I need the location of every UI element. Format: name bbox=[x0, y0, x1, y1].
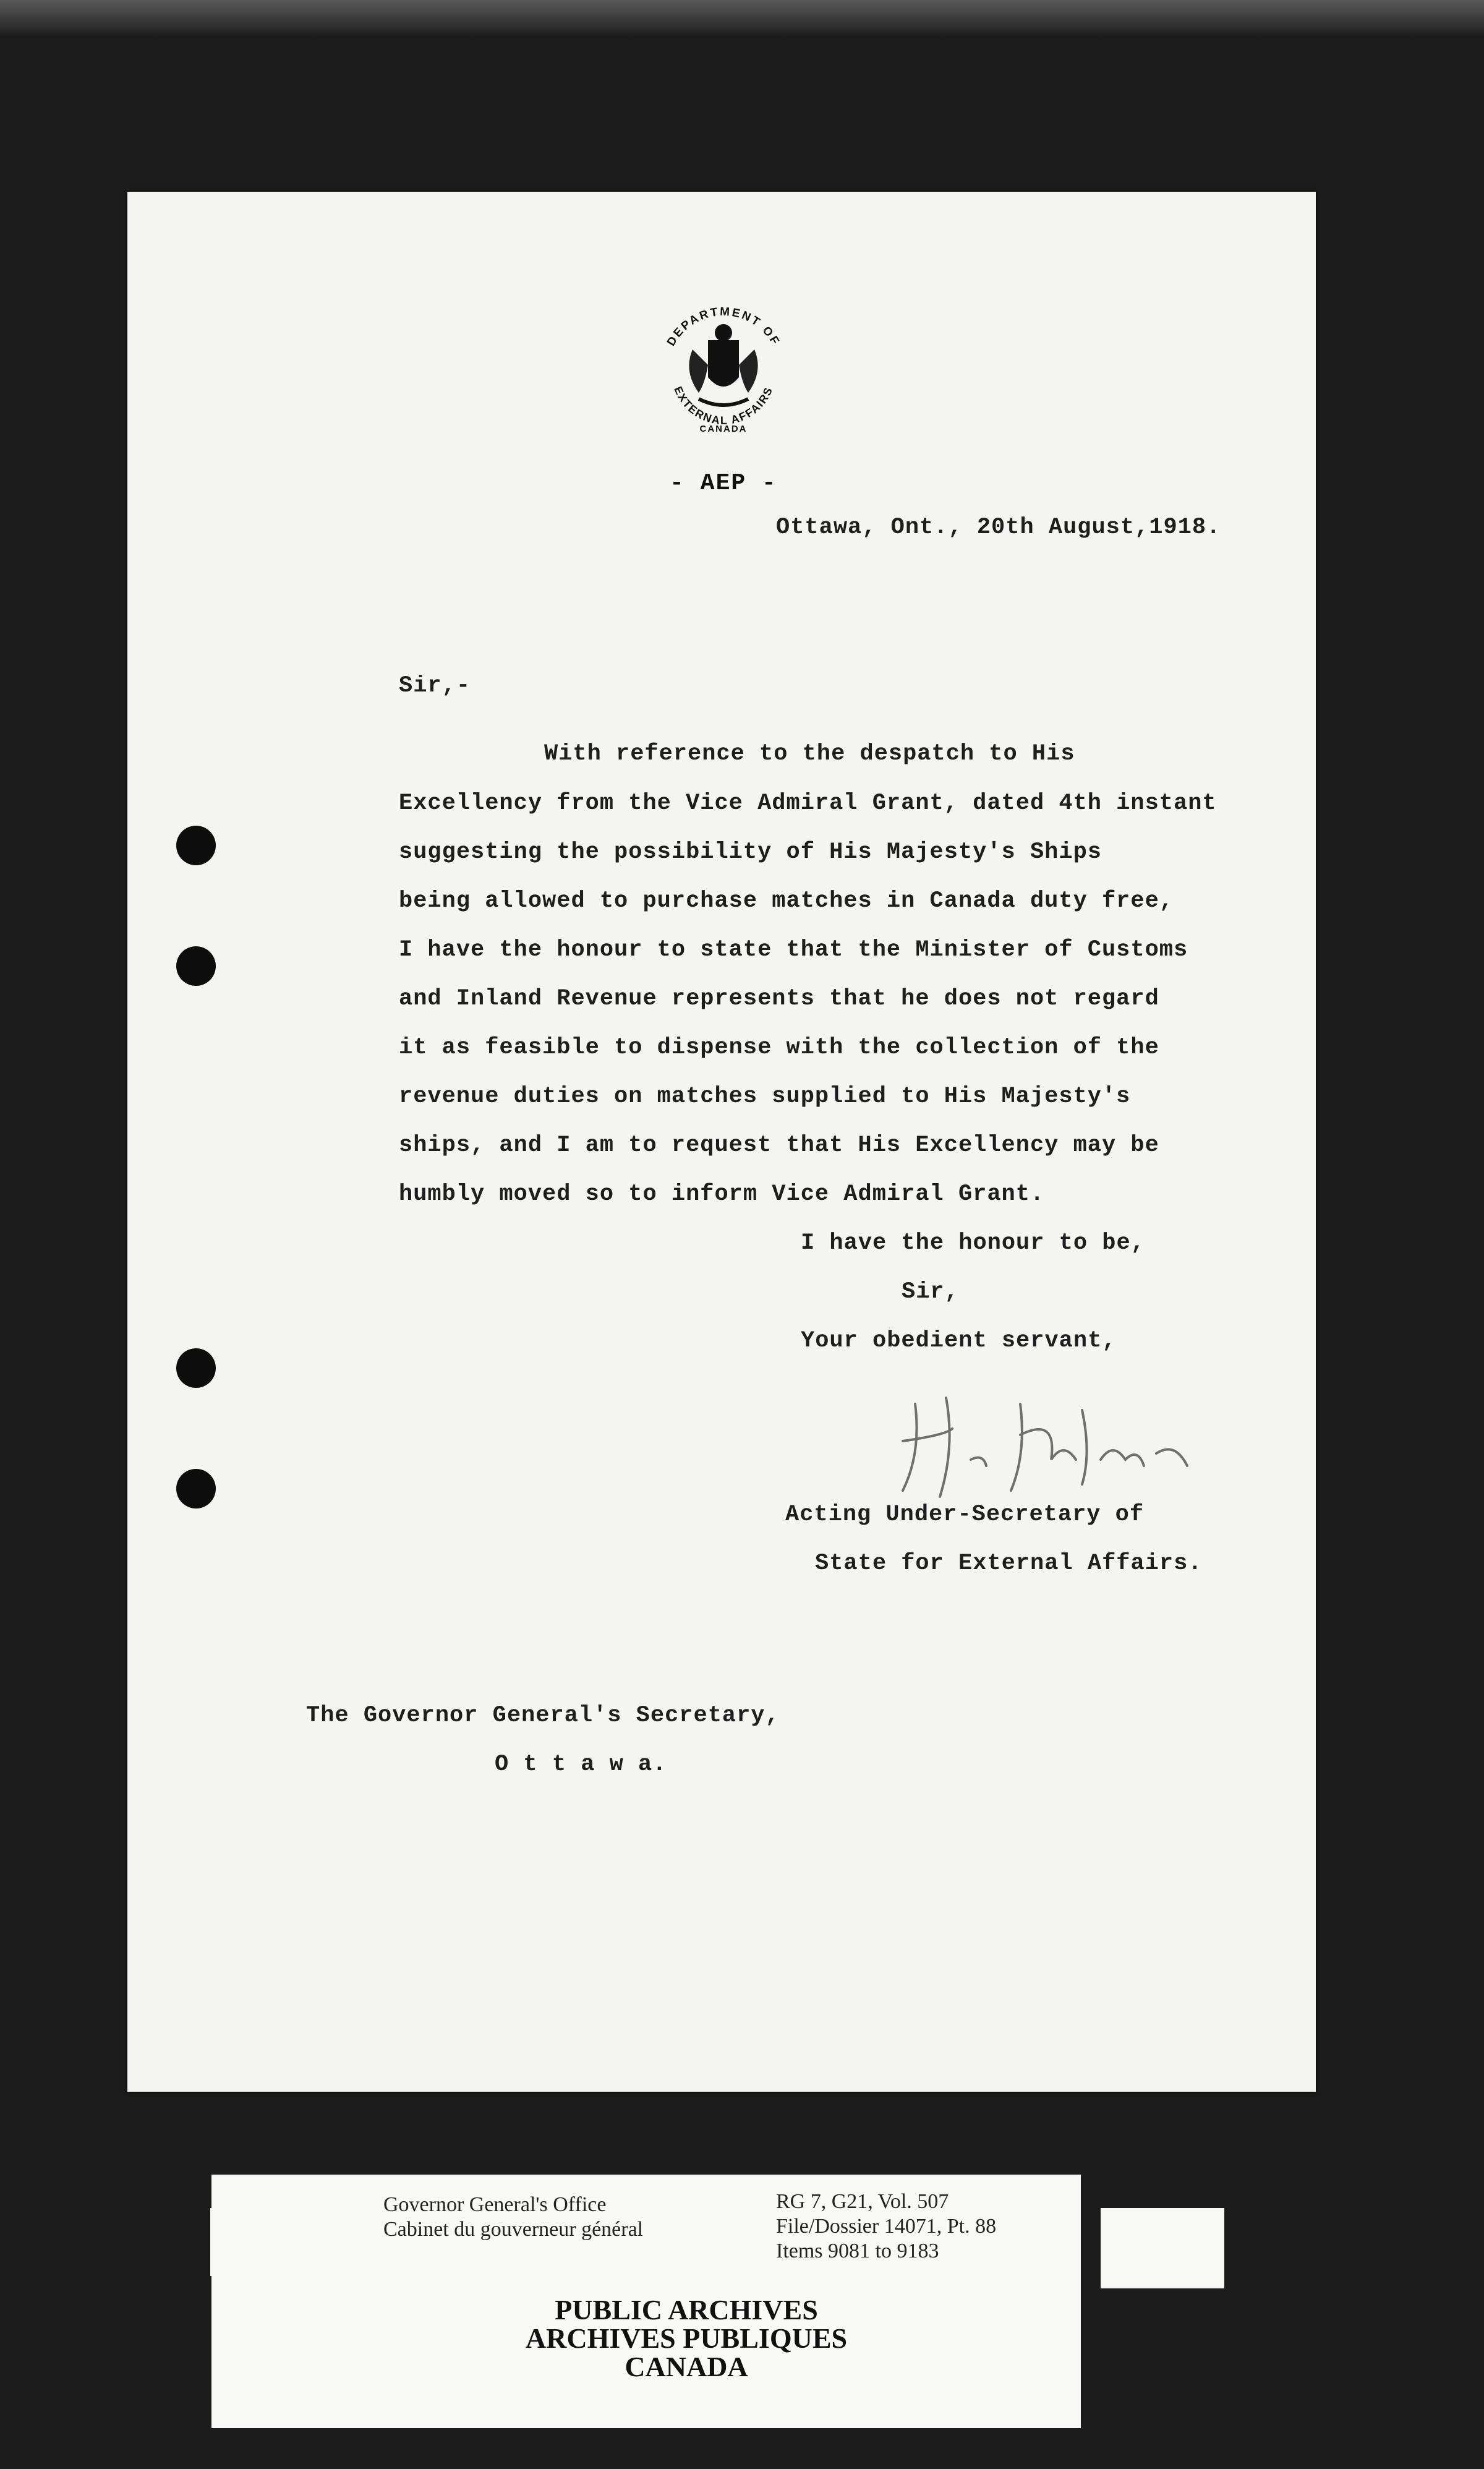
body-line: and Inland Revenue represents that he does not regard bbox=[399, 986, 1159, 1012]
archive-items: Items 9081 to 9183 bbox=[776, 2240, 939, 2262]
archive-office-fr: Cabinet du gouverneur général bbox=[383, 2218, 644, 2241]
seal-text-bottom: EXTERNAL AFFAIRS bbox=[672, 384, 775, 427]
addressee-city: O t t a w a. bbox=[495, 1752, 667, 1778]
seal-text-top: DEPARTMENT OF bbox=[664, 305, 783, 349]
department-seal-icon bbox=[655, 291, 791, 451]
body-line: being allowed to purchase matches in Canada duty free, bbox=[399, 888, 1174, 914]
salutation: Sir,- bbox=[399, 673, 471, 699]
body-line: ships, and I am to request that His Excellency may be bbox=[399, 1132, 1159, 1158]
letterhead-initials: - AEP - bbox=[670, 470, 777, 497]
scan-border bbox=[0, 0, 1484, 37]
body-line: suggesting the possibility of His Majesty's Ships bbox=[399, 839, 1102, 865]
archive-stamp-fr: ARCHIVES PUBLIQUES bbox=[525, 2322, 848, 2354]
handwritten-signature bbox=[878, 1367, 1224, 1509]
archive-stamp-country: CANADA bbox=[625, 2351, 748, 2382]
punch-hole bbox=[176, 826, 216, 865]
archive-file: File/Dossier 14071, Pt. 88 bbox=[776, 2215, 997, 2238]
body-line: it as feasible to dispense with the collection of the bbox=[399, 1035, 1159, 1061]
punch-hole bbox=[176, 1469, 216, 1508]
body-line: Excellency from the Vice Admiral Grant, dated 4th instant bbox=[399, 790, 1217, 816]
signer-title: Acting Under-Secretary of bbox=[785, 1502, 1145, 1528]
closing-line: Your obedient servant, bbox=[801, 1328, 1117, 1354]
archive-reference: RG 7, G21, Vol. 507 bbox=[776, 2190, 949, 2213]
label-tab bbox=[1101, 2208, 1224, 2288]
punch-hole bbox=[176, 1348, 216, 1388]
seal-text-country: CANADA bbox=[699, 424, 748, 434]
addressee-line: The Governor General's Secretary, bbox=[306, 1703, 780, 1729]
closing-line: I have the honour to be, bbox=[801, 1230, 1145, 1256]
signer-title: State for External Affairs. bbox=[815, 1551, 1203, 1577]
closing-line: Sir, bbox=[902, 1279, 959, 1305]
punch-hole bbox=[176, 946, 216, 986]
archive-stamp-en: PUBLIC ARCHIVES bbox=[555, 2294, 818, 2326]
date-line: Ottawa, Ont., 20th August,1918. bbox=[776, 515, 1221, 541]
body-line: With reference to the despatch to His bbox=[544, 741, 1075, 767]
body-line: revenue duties on matches supplied to His Majesty's bbox=[399, 1084, 1131, 1110]
body-line: I have the honour to state that the Minister of Customs bbox=[399, 937, 1188, 963]
body-line: humbly moved so to inform Vice Admiral Grant. bbox=[399, 1181, 1045, 1207]
archive-office-en: Governor General's Office bbox=[383, 2193, 607, 2216]
